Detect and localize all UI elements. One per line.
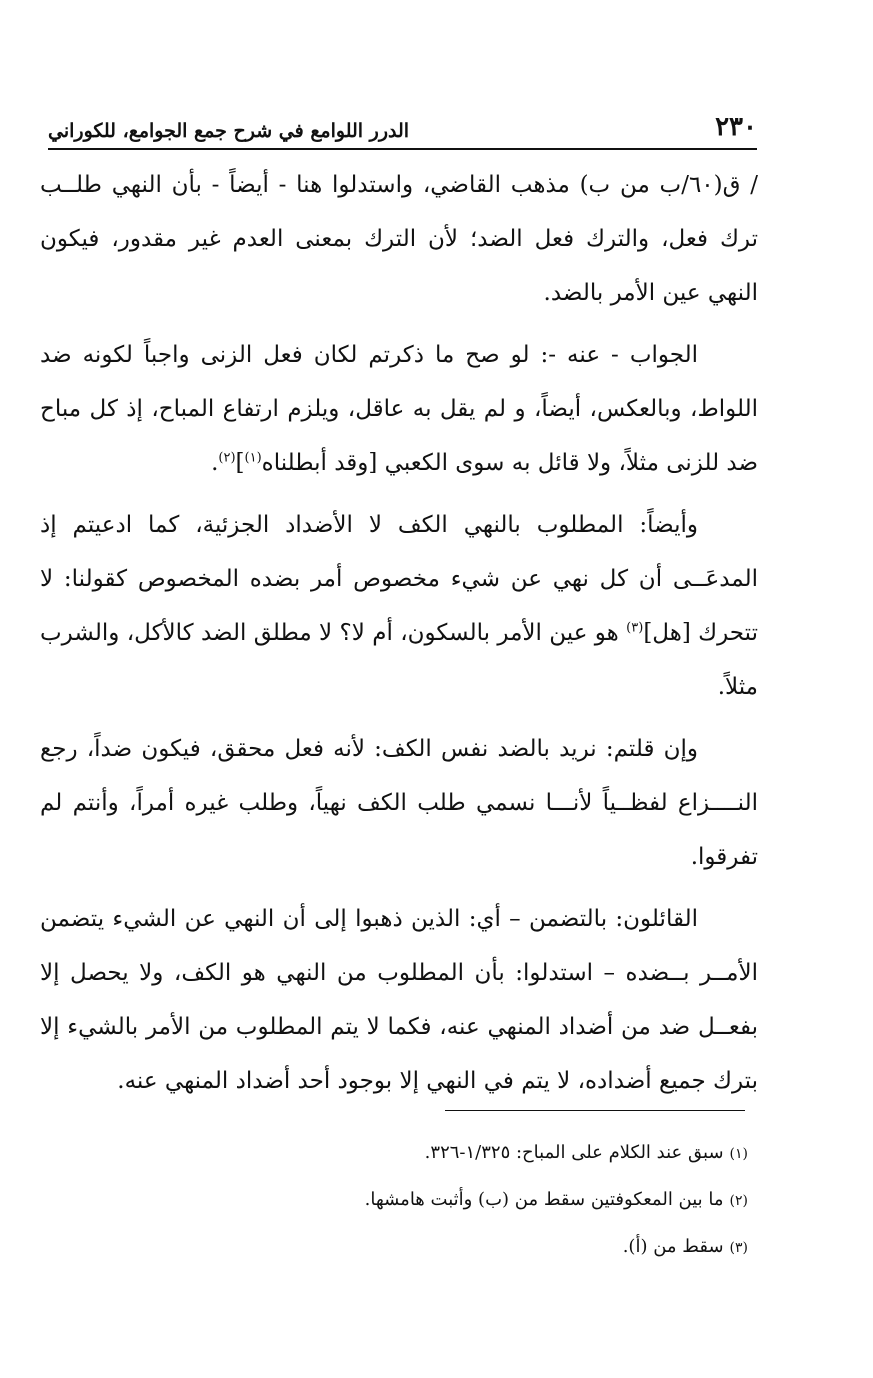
paragraph-2-text: الجواب - عنه -: لو صح ما ذكرتم لكان فعل الزنى واجباً لكونه ضد اللواط، وبالعكس، أيضاً، و لم يقل به عاقل، ويلزم ارتفاع المباح، إذ كل مباح ضد للزنى مثلاً، ولا قائل به سوى الكعبي [وقد أبطلناه [40,342,758,476]
paragraph-5: القائلون: بالتضمن – أي: الذين ذهبوا إلى أن النهي عن الشيء يتضمن الأمــر بــضده – استدلوا: بأن المطلوب من النهي هو الكف، ولا يحصل إلا بفعــل ضد من أضداد المنهي عنه، فكما لا يتم المطلوب من الأمر بالشيء إلا بترك جميع أضداده، لا يتم في النهي إلا بوجود أحد أضداد المنهي عنه. [40,906,758,1094]
paragraph-2 [40,328,758,490]
footnote-text: سبق عند الكلام على المباح: ١/٣٢٥-٣٢٦. [424,1142,724,1163]
paragraph-3-end: هو عين الأمر بالسكون، أم لا؟ لا مطلق الضد كالأكل، والشرب مثلاً. [40,620,758,700]
footnote-ref-1: (١) [244,450,262,466]
footnote-3 [120,1224,748,1271]
paragraph-4: وإن قلتم: نريد بالضد نفس الكف: لأنه فعل محقق، فيكون ضداً، رجع النــــزاع لفظــياً لأنـــا نسمي طلب الكف نهياً، وطلب غيره أمراً، وأنتم لم تفرقوا. [40,736,758,870]
footnote-rule [445,1110,745,1111]
paragraph-3 [40,498,758,714]
footnotes [120,1130,748,1271]
main-text [40,158,758,1116]
paragraph-1: / ق(٦٠/ب من ب) مذهب القاضي، واستدلوا هنا - أيضاً - بأن النهي طلــب ترك فعل، والترك فعل الضد؛ لأن الترك بمعنى العدم غير مقدور، فيكون النهي عين الأمر بالضد. [40,172,758,306]
footnote-text: سقط من (أ). [622,1236,724,1257]
page-header [48,108,757,142]
footnote-text: ما بين المعكوفتين سقط من (ب) وأثبت هامشها. [364,1189,724,1210]
footnote-number: (٢) [729,1193,748,1209]
paragraph-3-text: وأيضاً: المطلوب بالنهي الكف لا الأضداد الجزئية، كما ادعيتم إذ المدعَــى أن كل نهي عن شيء مخصوص أمر بضده المخصوص كقولنا: لا تتحرك [هل] [40,512,758,646]
footnote-1 [120,1130,748,1177]
footnote-number: (١) [729,1146,748,1162]
header-rule [48,148,757,150]
footnote-number: (٣) [729,1240,748,1256]
running-title: الدرر اللوامع في شرح جمع الجوامع، للكوراني [48,120,410,142]
footnote-ref-2: (٢) [218,450,236,466]
footnote-2 [120,1177,748,1224]
page-number: ٢٣٠ [715,112,757,142]
footnote-ref-3: (٣) [626,620,644,636]
paragraph-2-end: . [211,450,219,476]
bracket-close: ] [235,450,245,476]
